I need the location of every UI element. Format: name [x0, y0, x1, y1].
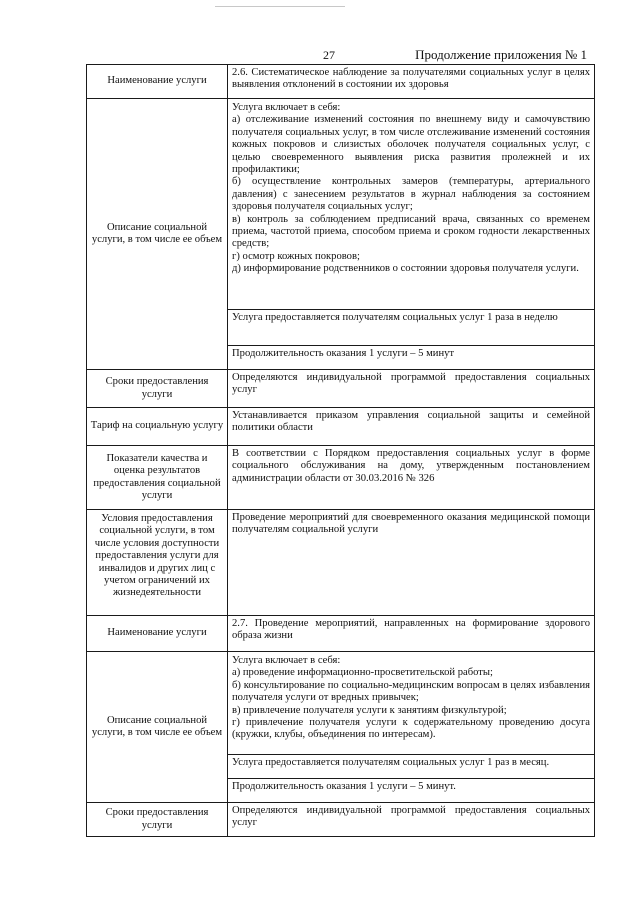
appendix-continuation: Продолжение приложения № 1 [415, 47, 587, 62]
quality-value: В соответствии с Порядком предоставления социальных услуг в форме социального обслуживания на дому, утвержденным постановлением администрации области от 30.03.2016 № 326 [228, 446, 595, 510]
row-terms-2-6 [87, 370, 595, 408]
row-tariff-2-6 [87, 408, 595, 446]
tariff-value: Устанавливается приказом управления социальной защиты и семейной политики области [228, 408, 595, 446]
description-line: б) осуществление контрольных замеров (температуры, артериального давления) с занесением результатов в журнал наблюдения за состоянием здоровья получателя социальных услуг; [232, 176, 590, 213]
row-description-2-6 [87, 99, 595, 310]
description-line: г) привлечение получателя услуги к содержательному проведению досуга (кружки, клубы, объединения по интересам). [232, 717, 590, 741]
page-number: 27 [323, 48, 335, 62]
terms-value: Определяются индивидуальной программой предоставления социальных услуг [228, 370, 595, 408]
frequency-value: Услуга предоставляется получателям социальных услуг 1 раза в неделю [228, 310, 595, 346]
service-name-value: 2.7. Проведение мероприятий, направленных на формирование здорового образа жизни [228, 616, 595, 652]
description-line: в) привлечение получателя услуги к занятиям физкультурой; [232, 704, 507, 716]
description-label: Описание социальной услуги, в том числе ее объем [87, 99, 228, 370]
description-line: г) осмотр кожных покровов; [232, 250, 360, 262]
row-description-2-7 [87, 652, 595, 755]
conditions-label: Условия предоставления социальной услуги, в том числе условия доступности предоставления услуги для инвалидов и других лиц с учетом ограничений их жизнедеятельности [87, 510, 228, 616]
tariff-label: Тариф на социальную услугу [87, 408, 228, 446]
service-name-label: Наименование услуги [87, 65, 228, 99]
row-service-name-2-7 [87, 616, 595, 652]
description-line: в) контроль за соблюдением предписаний врача, связанных со временем приема, частотой приема, способом приема и сроком годности лекарственных средств; [232, 213, 590, 250]
description-cell [228, 652, 595, 755]
description-line: д) информирование родственников о состоянии здоровья получателя услуги. [232, 263, 579, 275]
description-line: а) проведение информационно-просветительской работы; [232, 667, 493, 679]
scan-artifact-line [215, 6, 345, 7]
services-table [86, 64, 595, 837]
description-line: Услуга включает в себя: [232, 655, 341, 666]
terms-value: Определяются индивидуальной программой предоставления социальных услуг [228, 803, 595, 837]
row-terms-2-7 [87, 803, 595, 837]
terms-label: Сроки предоставления услуги [87, 370, 228, 408]
row-conditions-2-6 [87, 510, 595, 616]
description-line: б) консультирование по социально-медицинским вопросам в целях избавления получателя услуги от вредных привычек; [232, 679, 590, 704]
service-name-label: Наименование услуги [87, 616, 228, 652]
description-label: Описание социальной услуги, в том числе ее объем [87, 652, 228, 803]
frequency-value: Услуга предоставляется получателям социальных услуг 1 раз в месяц. [228, 755, 595, 779]
service-name-value: 2.6. Систематическое наблюдение за получателями социальных услуг в целях выявления отклонений в состоянии их здоровья [228, 65, 595, 99]
description-cell [228, 99, 595, 310]
terms-label: Сроки предоставления услуги [87, 803, 228, 837]
duration-value: Продолжительность оказания 1 услуги – 5 минут [228, 346, 595, 370]
row-quality-2-6 [87, 446, 595, 510]
conditions-value: Проведение мероприятий для своевременного оказания медицинской помощи получателям социальной услуги [228, 510, 595, 616]
description-line: а) отслеживание изменений состояния по внешнему виду и самочувствию получателя социальных услуг, в том числе отслеживание изменений состояния кожных покровов и слизистых оболочек получателя социальных услуг, с целью своевременного выявления риска развития пролежней и их профилактики; [232, 114, 590, 176]
row-service-name-2-6 [87, 65, 595, 99]
description-line: Услуга включает в себя: [232, 102, 341, 113]
duration-value: Продолжительность оказания 1 услуги – 5 минут. [228, 779, 595, 803]
quality-label: Показатели качества и оценка результатов предоставления социальной услуги [87, 446, 228, 510]
